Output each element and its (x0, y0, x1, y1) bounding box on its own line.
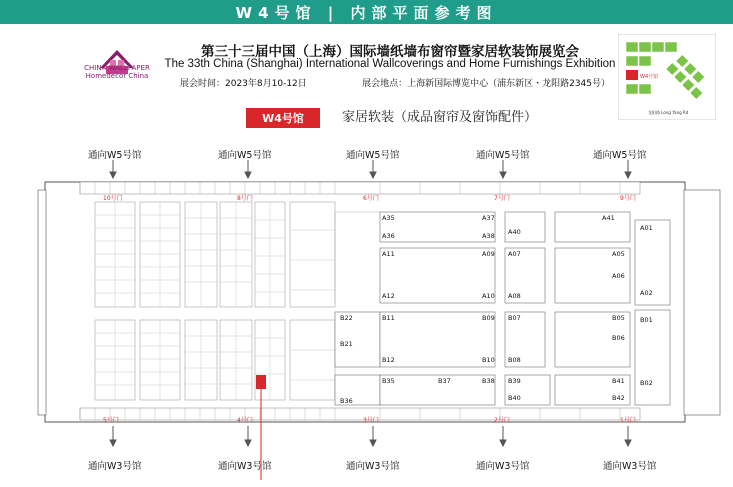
passage-w5-4: 通向W5号馆 (476, 150, 530, 161)
passage-w3-1: 通向W3号馆 (88, 461, 142, 472)
booth-label: B11 (382, 314, 395, 322)
booth-label: A01 (640, 224, 653, 232)
venue-minimap (618, 34, 716, 120)
page-header (0, 0, 733, 24)
passage-w3-5: 通向W3号馆 (603, 461, 657, 472)
booth-label: B35 (382, 377, 395, 385)
door-label: 4号门 (237, 417, 253, 424)
booth-label: B41 (612, 377, 625, 385)
door-label: 2号门 (494, 417, 510, 424)
door-label: 8号门 (237, 195, 253, 202)
booth-label: B07 (508, 314, 521, 322)
booth-label: B38 (482, 377, 495, 385)
passage-w3-4: 通向W3号馆 (476, 461, 530, 472)
page-header-title: W4号馆 | 内部平面参考图 (235, 3, 498, 22)
booth-label: B37 (438, 377, 451, 385)
booth-label: B21 (340, 340, 353, 348)
hall-badge-text: W4号馆 (262, 112, 304, 125)
booth-label: A12 (382, 292, 395, 300)
booth-label: B02 (640, 379, 653, 387)
booth-label: A09 (482, 250, 495, 258)
booth-label: B09 (482, 314, 495, 322)
floor-plan (0, 130, 733, 487)
exhibition-logo-text (72, 64, 162, 80)
hall-badge (246, 108, 320, 128)
passage-w5-2: 通向W5号馆 (218, 150, 272, 161)
exhibition-info (180, 76, 610, 89)
booth-label: A41 (602, 214, 615, 222)
booth-label: B40 (508, 394, 521, 402)
passage-w5-1: 通向W5号馆 (88, 150, 142, 161)
booth-label: A08 (508, 292, 521, 300)
exhibition-title-en: The 33th China (Shanghai) International Wallcoverings and Home Furnishings Exhibition (164, 58, 616, 70)
booth-label: A10 (482, 292, 495, 300)
minimap-hall-label: W4号馆 (640, 74, 659, 80)
door-label: 9号门 (620, 195, 636, 202)
booth-label: A37 (482, 214, 495, 222)
door-label: 10号门 (103, 195, 123, 202)
booth-label: A36 (382, 232, 395, 240)
door-label: 6号门 (363, 195, 379, 202)
booth-label: A35 (382, 214, 395, 222)
booth-label: A40 (508, 228, 521, 236)
minimap-road-label: 龙阳路 Long Yang Rd (648, 110, 689, 115)
booth-label: A02 (640, 289, 653, 297)
booth-label: B39 (508, 377, 521, 385)
door-label: 1号门 (620, 417, 636, 424)
passage-w3-3: 通向W3号馆 (346, 461, 400, 472)
booth-label: A11 (382, 250, 395, 258)
exhibition-time: 展会时间：2023年8月10-12日 (180, 79, 307, 89)
booth-label: A38 (482, 232, 495, 240)
booth-label: A06 (612, 272, 625, 280)
booth-label: A05 (612, 250, 625, 258)
booth-label: B12 (382, 356, 395, 364)
exhibition-venue: 展会地点：上海新国际博览中心（浦东新区・龙阳路2345号） (362, 79, 610, 89)
hall-subtitle: 家居软装（成品窗帘及窗饰配件） (342, 110, 538, 125)
passage-w3-2: 通向W3号馆 (218, 461, 272, 472)
exhibition-title-cn: 第三十三届中国（上海）国际墙纸墙布窗帘暨家居软装饰展览会 (201, 44, 579, 60)
passage-w5-5: 通向W5号馆 (593, 150, 647, 161)
booth-label: B42 (612, 394, 625, 402)
booth-label: B05 (612, 314, 625, 322)
booth-label: A07 (508, 250, 521, 258)
booth-label: B10 (482, 356, 495, 364)
logo-text-line2: Homedecor China (85, 72, 149, 80)
door-label: 5号门 (103, 417, 119, 424)
booth-label: B22 (340, 314, 353, 322)
passage-w5-3: 通向W5号馆 (346, 150, 400, 161)
booth-label: B06 (612, 334, 625, 342)
booth-label: B01 (640, 316, 653, 324)
highlighted-booth (256, 375, 266, 389)
door-label: 7号门 (494, 195, 510, 202)
booth-label: B08 (508, 356, 521, 364)
door-label: 3号门 (363, 417, 379, 424)
booth-label: B36 (340, 397, 353, 405)
logo-text-line1: CHINA WALLPAPER (84, 64, 150, 72)
